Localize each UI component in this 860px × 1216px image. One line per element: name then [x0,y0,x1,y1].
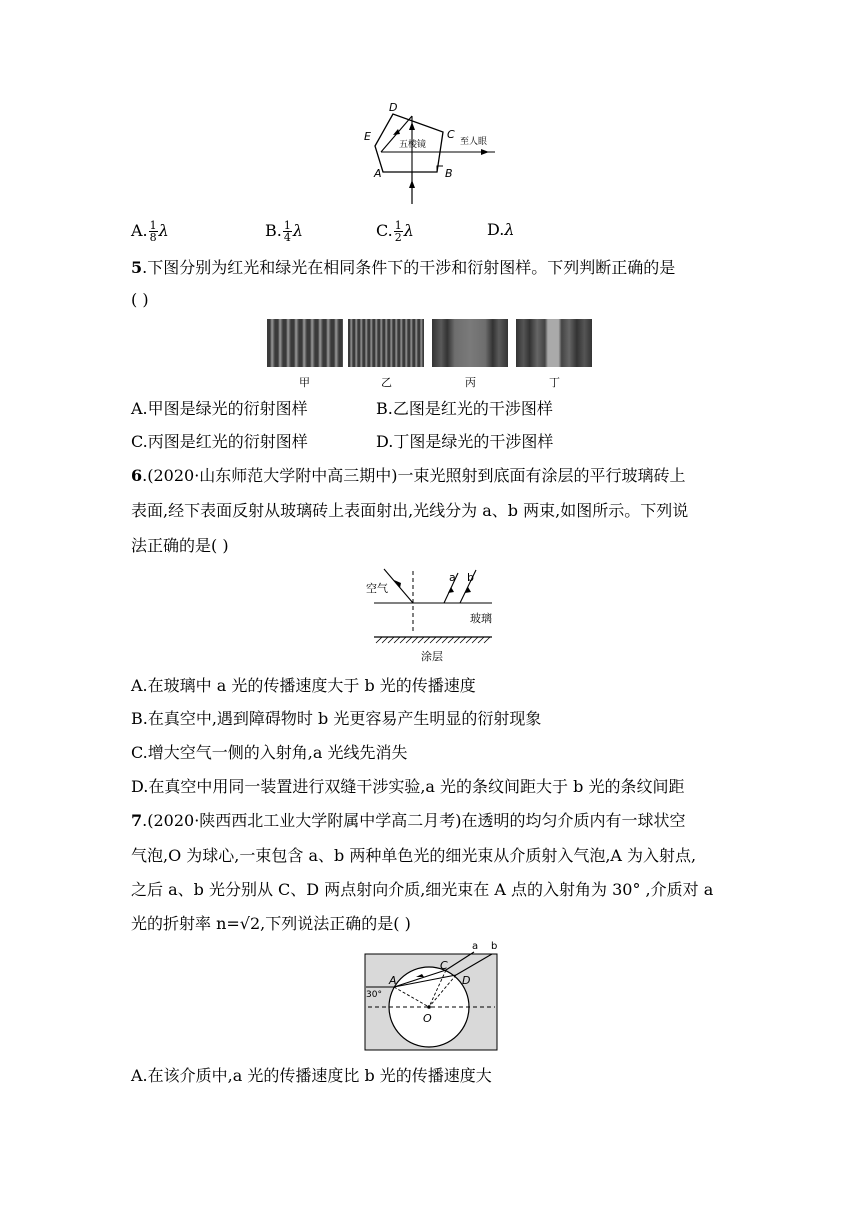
bubble-label-D: D [462,974,471,987]
q6-option-b[interactable]: B.在真空中,遇到障碍物时 b 光更容易产生明显的衍射现象 [131,709,542,728]
prism-label-B: B [445,167,453,180]
q6-stem-line1: 6.(2020·山东师范大学附中高三期中)一束光照射到底面有涂层的平行玻璃砖上 [131,466,686,485]
fringe-pattern-jia [267,319,343,367]
q5-option-c[interactable]: C.丙图是红光的衍射图样 [131,432,308,451]
glass-slab-figure [360,565,510,665]
q6-option-a[interactable]: A.在玻璃中 a 光的传播速度大于 b 光的传播速度 [131,676,476,695]
prism-name: 五棱镜 [399,140,427,150]
q4-option-c[interactable]: C. $\frac{1}{2}$ λ [376,219,414,244]
coating-label: 涂层 [421,650,443,663]
q5-option-a[interactable]: A.甲图是绿光的衍射图样 [131,399,308,418]
q6-stem-line3: 法正确的是( ) [131,536,229,555]
bubble-label-a: a [472,941,479,952]
fringe-pattern-yi [348,319,424,367]
ray-b-label: b [467,571,474,584]
prism-label-A: A [374,167,382,180]
q5-stem-line1: 5.下图分别为红光和绿光在相同条件下的干涉和衍射图样。下列判断正确的是 [131,258,676,277]
bubble-label-A: A [389,974,397,987]
bubble-label-C: C [440,959,448,972]
q7-stem-line2: 气泡,O 为球心,一束包含 a、b 两种单色光的细光束从介质射入气泡,A 为入射点, [131,846,697,865]
fringe-label-jia: 甲 [299,376,310,389]
fringe-label-ding: 丁 [549,376,560,389]
q5-option-d[interactable]: D.丁图是绿光的干涉图样 [376,432,554,451]
q5-option-b[interactable]: B.乙图是红光的干涉图样 [376,399,553,418]
air-label: 空气 [366,582,388,595]
q6-option-d[interactable]: D.在真空中用同一装置进行双缝干涉实验,a 光的条纹间距大于 b 光的条纹间距 [131,777,685,796]
prism-label-D: D [389,101,398,114]
q6-option-c[interactable]: C.增大空气一侧的入射角,a 光线先消失 [131,743,408,762]
q7-stem-line1: 7.(2020·陕西西北工业大学附属中学高二月考)在透明的均匀介质内有一球状空 [131,811,686,830]
q6-stem-line2: 表面,经下表面反射从玻璃砖上表面射出,光线分为 a、b 两束,如图所示。下列说 [131,501,689,520]
q5-stem-line2: ( ) [131,290,149,309]
prism-label-C: C [447,128,455,141]
fringe-label-bing: 丙 [465,376,476,389]
fringe-pattern-bing [432,319,508,367]
prism-figure [355,98,505,206]
q4-option-a[interactable]: A. $\frac{1}{8}$ λ [131,219,169,244]
fringe-pattern-ding [516,319,592,367]
q7-stem-line3: 之后 a、b 光分别从 C、D 两点射向介质,细光束在 A 点的入射角为 30° ,介质对 a [131,880,714,899]
q7-stem-line4: 光的折射率 n=√2,下列说法正确的是( ) [131,914,411,933]
angle-label: 30° [366,990,382,1000]
eye-label: 至人眼 [460,137,488,147]
glass-label: 玻璃 [470,612,492,625]
bubble-label-O: O [423,1012,432,1025]
q4-option-b[interactable]: B. $\frac{1}{4}$ λ [265,219,303,244]
q7-option-a[interactable]: A.在该介质中,a 光的传播速度比 b 光的传播速度大 [131,1066,492,1085]
ray-a-label: a [449,571,456,584]
bubble-figure [360,940,505,1052]
q4-option-d[interactable]: D.λ [487,220,515,239]
fringe-label-yi: 乙 [381,376,392,389]
bubble-label-b: b [491,941,498,952]
prism-label-E: E [364,130,371,143]
